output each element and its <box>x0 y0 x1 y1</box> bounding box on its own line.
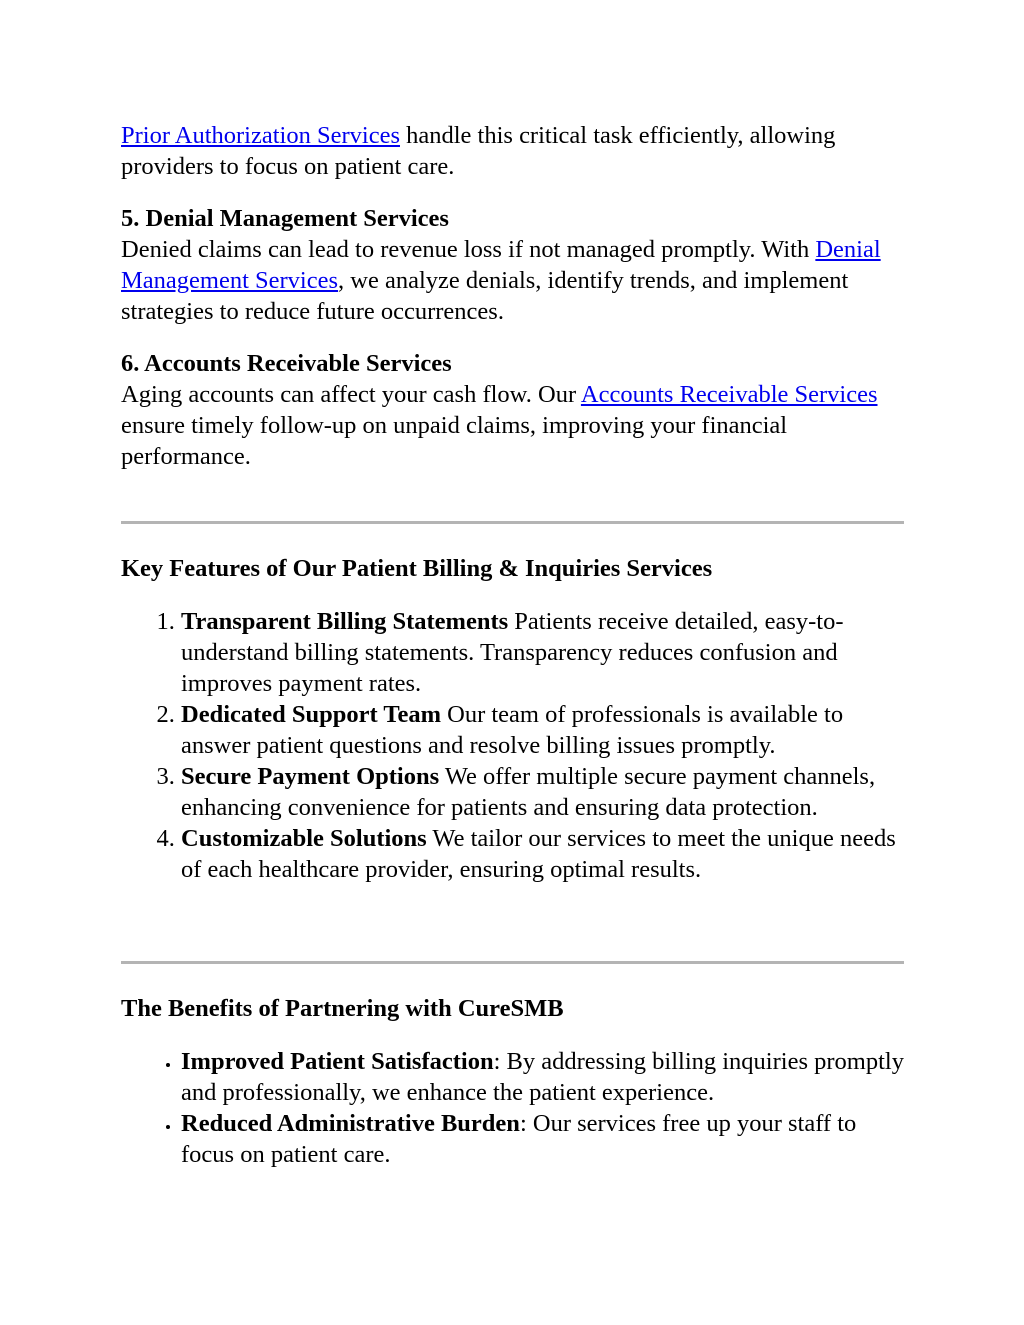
item-title: Transparent Billing Statements <box>181 608 509 635</box>
list-item <box>181 606 904 699</box>
section-text: Denied claims can lead to revenue loss if not managed promptly. With <box>121 236 816 263</box>
item-title: Secure Payment Options <box>181 763 440 790</box>
page-content <box>121 120 904 493</box>
key-features-heading: Key Features of Our Patient Billing & Inquiries Services <box>121 555 713 582</box>
section-accounts-receivable <box>121 348 904 472</box>
section-body <box>121 379 904 472</box>
section-denial-management <box>121 203 904 327</box>
item-text: Patients receive detailed, easy-to-understand billing statements. Transparency reduces confusion and improves payment rates. <box>181 608 844 697</box>
intro-text: handle this critical task efficiently, allowing providers to focus on patient care. <box>121 122 836 180</box>
list-item <box>181 1046 904 1108</box>
key-features-section <box>121 553 904 885</box>
item-title: Reduced Administrative Burden <box>181 1110 520 1137</box>
benefits-heading: The Benefits of Partnering with CureSMB <box>121 995 564 1022</box>
divider <box>121 961 904 964</box>
item-title: Customizable Solutions <box>181 825 427 852</box>
accounts-receivable-link[interactable]: Accounts Receivable Services <box>580 381 878 408</box>
list-item <box>181 823 904 885</box>
intro-paragraph <box>121 120 904 182</box>
benefits-section <box>121 993 904 1170</box>
item-text: : By addressing billing inquiries promptly and professionally, we enhance the patient experience. <box>181 1048 904 1106</box>
benefits-list <box>121 1046 904 1170</box>
item-text: We tailor our services to meet the unique needs of each healthcare provider, ensuring optimal results. <box>181 825 896 883</box>
item-title: Dedicated Support Team <box>181 701 442 728</box>
list-item <box>181 1108 904 1170</box>
prior-authorization-link[interactable]: Prior Authorization Services <box>121 122 400 149</box>
section-body <box>121 234 904 327</box>
section-title: 5. Denial Management Services <box>121 205 449 232</box>
item-title: Improved Patient Satisfaction <box>181 1048 494 1075</box>
item-text: : Our services free up your staff to focus on patient care. <box>181 1110 857 1168</box>
section-text: Aging accounts can affect your cash flow. Our <box>121 381 581 408</box>
features-list <box>121 606 904 885</box>
section-title: 6. Accounts Receivable Services <box>121 350 452 377</box>
list-item <box>181 761 904 823</box>
denial-management-link[interactable]: Denial Management Services <box>121 236 881 294</box>
section-text: , we analyze denials, identify trends, and implement strategies to reduce future occurrences. <box>121 267 849 325</box>
section-text: ensure timely follow-up on unpaid claims, improving your financial performance. <box>121 412 788 470</box>
divider <box>121 521 904 524</box>
list-item <box>181 699 904 761</box>
item-text: We offer multiple secure payment channels, enhancing convenience for patients and ensuring data protection. <box>181 763 876 821</box>
item-text: Our team of professionals is available to answer patient questions and resolve billing issues promptly. <box>181 701 844 759</box>
